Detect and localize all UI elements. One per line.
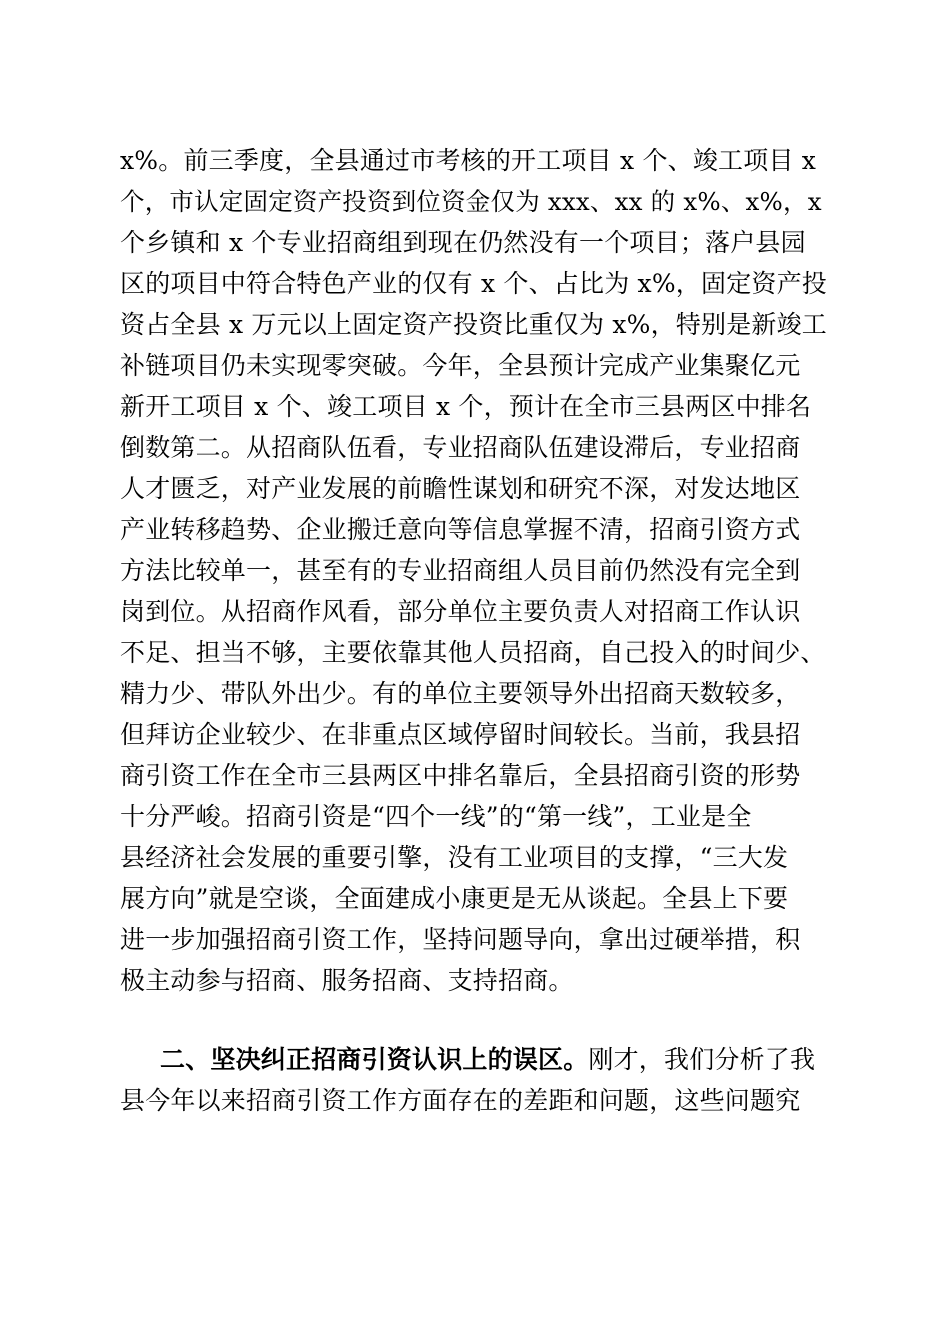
section-heading-rest: 刚才，我们分析了我 (588, 1045, 816, 1074)
body-text-line: 倒数第二。从招商队伍看，专业招商队伍建设滞后，专业招商 (120, 433, 801, 462)
body-text-line: 人才匮乏，对产业发展的前瞻性谋划和研究不深，对发达地区 (120, 474, 801, 503)
body-text-line: 产业转移趋势、企业搬迁意向等信息掌握不清，招商引资方式 (120, 515, 801, 544)
body-text-line: 补链项目仍未实现零突破。今年，全县预计完成产业集聚亿元 (120, 351, 801, 380)
body-text-line: 新开工项目 x 个、竣工项目 x 个，预计在全市三县两区中排名 (120, 392, 812, 421)
body-text-line: 进一步加强招商引资工作，坚持问题导向，拿出过硬举措，积 (120, 925, 801, 954)
section-heading-line (160, 1040, 832, 1080)
body-text-line: 极主动参与招商、服务招商、支持招商。 (120, 966, 574, 995)
body-text-line: 十分严峻。招商引资是“四个一线”的“第一线”，工业是全 (120, 802, 752, 831)
body-text-line: 精力少、带队外出少。有的单位主要领导外出招商天数较多， (120, 679, 801, 708)
body-text-line: 县今年以来招商引资工作方面存在的差距和问题，这些问题究 (120, 1086, 801, 1115)
body-text-line: 商引资工作在全市三县两区中排名靠后，全县招商引资的形势 (120, 761, 801, 790)
body-text-line: 不足、担当不够，主要依靠其他人员招商，自己投入的时间少、 (120, 638, 826, 667)
section-heading: 二、坚决纠正招商引资认识上的误区。 (160, 1045, 589, 1074)
body-text-line: 但拜访企业较少、在非重点区域停留时间较长。当前，我县招 (120, 720, 801, 749)
body-text-line: 岗到位。从招商作风看，部分单位主要负责人对招商工作认识 (120, 597, 801, 626)
body-text-line: 资占全县 x 万元以上固定资产投资比重仅为 x%，特别是新竣工 (120, 310, 827, 339)
body-text-line: 展方向”就是空谈，全面建成小康更是无从谈起。全县上下要 (120, 884, 789, 913)
body-text-line: x%。前三季度，全县通过市考核的开工项目 x 个、竣工项目 x (120, 146, 817, 175)
body-text-line: 个，市认定固定资产投资到位资金仅为 xxx、xx 的 x%、x%，x (120, 187, 822, 216)
body-text-line: 个乡镇和 x 个专业招商组到现在仍然没有一个项目；落户县园 (120, 228, 806, 257)
body-text-line: 方法比较单一，甚至有的专业招商组人员目前仍然没有完全到 (120, 556, 801, 585)
body-text-line: 区的项目中符合特色产业的仅有 x 个、占比为 x%，固定资产投 (120, 269, 827, 298)
body-text-line: 县经济社会发展的重要引擎，没有工业项目的支撑，“三大发 (120, 843, 789, 872)
